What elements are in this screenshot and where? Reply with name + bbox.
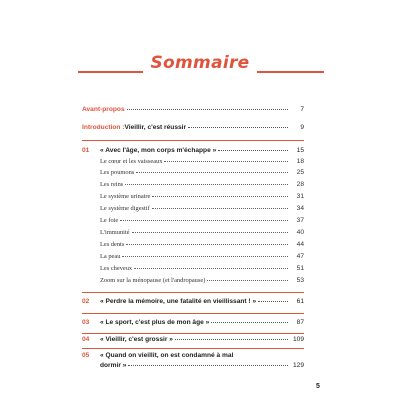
dot-leader [188,127,288,128]
section-divider [82,333,304,334]
toc-chapter-05-cont[interactable] [100,362,304,369]
toc-page: 87 [296,319,304,326]
toc-section[interactable]: Le système urinaire 31 [100,193,304,200]
toc-chapter-05[interactable] [100,352,280,359]
toc-page: 109 [292,336,304,343]
section-divider [82,313,304,314]
dot-leader [258,301,288,302]
toc-section[interactable]: Le foie 37 [100,217,304,224]
toc-chapter-02[interactable] [100,298,304,305]
toc-entry-avant-propos[interactable] [82,106,304,113]
chapter-title-line1: « Quand on vieillit, on est condamné à mal [100,352,234,359]
toc-section[interactable]: Le cœur et les vaisseaux 18 [100,158,304,165]
chapter-number: 03 [82,319,90,326]
toc-section[interactable]: La peau 47 [100,253,304,260]
section-divider [82,292,304,293]
dot-leader [175,339,288,340]
toc-chapter-01[interactable] [100,147,304,154]
chapter-number: 04 [82,336,90,343]
toc-entry-introduction[interactable] [82,124,304,131]
toc-section[interactable]: Les poumons 25 [100,169,304,176]
toc-chapter-04[interactable] [100,336,304,343]
chapter-title: « Le sport, c'est plus de mon âge » [100,319,210,326]
toc-page: 9 [300,124,304,131]
title-block [0,53,400,79]
section-divider [82,348,304,349]
toc-page: 61 [296,298,304,305]
dot-leader [218,150,288,151]
page-title: Sommaire [143,53,258,73]
toc-section-zoom[interactable]: Zoom sur la ménopause (et l'andropause) 53 [100,277,304,284]
chapter-title: « Avec l'âge, mon corps m'échappe » [100,147,217,154]
toc-chapter-03[interactable] [100,319,304,326]
dot-leader [128,365,288,366]
chapter-title: « Vieillir, c'est grossir » [100,336,173,343]
dot-leader [127,109,288,110]
toc-page: 7 [300,106,304,113]
chapter-title: « Perdre la mémoire, une fatalité en vieillissant ! » [100,298,257,305]
toc-section[interactable]: Les reins 28 [100,181,304,188]
toc-section[interactable]: L'immunité 40 [100,229,304,236]
toc-page: 129 [292,362,304,369]
page-number: 5 [316,383,320,390]
toc-label: Avant-propos [82,106,125,113]
toc-section[interactable]: Les dents 44 [100,241,304,248]
chapter-number: 05 [82,352,90,359]
chapter-number: 01 [82,147,90,154]
toc-page: 15 [296,147,304,154]
toc-section[interactable]: Le système digestif 34 [100,205,304,212]
section-divider [82,140,304,141]
dot-leader [211,322,288,323]
toc-label: Introduction : [82,124,125,131]
toc-section[interactable]: Les cheveux 51 [100,265,304,272]
chapter-title-line2: dormir » [100,362,127,369]
toc-label-rest: Vieillir, c'est réussir [124,124,187,131]
chapter-number: 02 [82,298,90,305]
